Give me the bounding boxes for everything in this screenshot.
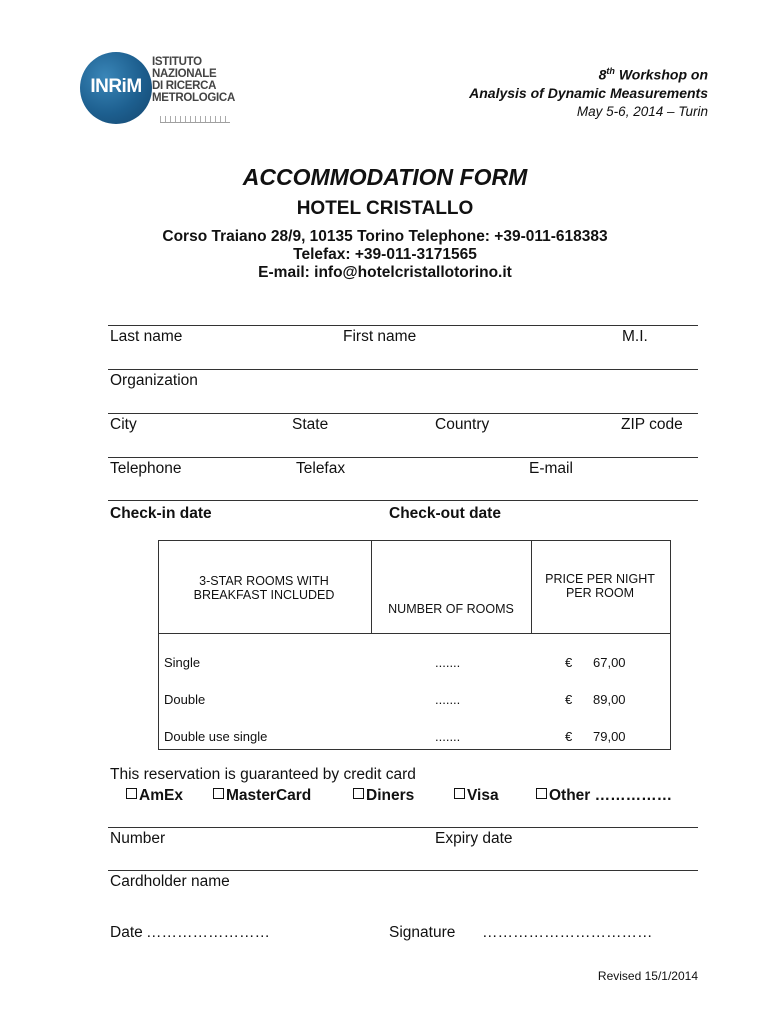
logo-mark: INRiM: [90, 76, 142, 97]
divider: [108, 500, 698, 501]
workshop-line-1: 8th Workshop on: [598, 66, 708, 83]
room-type: Single: [164, 655, 201, 670]
room-price: 79,00: [593, 729, 626, 744]
currency: €: [565, 655, 573, 670]
zip-field[interactable]: ZIP code: [621, 416, 683, 433]
col-header-room-type: 3-STAR ROOMS WITH BREAKFAST INCLUDED: [193, 574, 335, 602]
card-option-other[interactable]: Other ……………: [536, 787, 672, 805]
signature-field[interactable]: ……………………………: [482, 924, 653, 941]
credit-card-statement: This reservation is guaranteed by credit card: [110, 766, 416, 783]
card-number-field[interactable]: Number: [110, 830, 166, 847]
table-divider: [531, 541, 532, 633]
last-name-field[interactable]: Last name: [110, 328, 183, 345]
card-option-diners[interactable]: Diners: [353, 787, 414, 805]
hotel-telefax: Telefax: +39-011-3171565: [293, 246, 477, 263]
logo-text: [152, 56, 235, 104]
ruler-icon: [160, 116, 230, 123]
logo-circle-icon: [80, 52, 152, 124]
divider: [108, 369, 698, 370]
col-header-number: NUMBER OF ROOMS: [388, 602, 514, 616]
form-title: ACCOMMODATION FORM: [242, 164, 528, 190]
workshop-line-2: Analysis of Dynamic Measurements: [469, 85, 708, 101]
telefax-field[interactable]: Telefax: [296, 460, 346, 477]
checkbox-icon[interactable]: [536, 788, 547, 799]
date-field[interactable]: ……………………: [146, 924, 270, 941]
checkout-field[interactable]: Check-out date: [389, 505, 501, 522]
room-type: Double: [164, 692, 206, 707]
first-name-field[interactable]: First name: [343, 328, 417, 345]
logo-line: METROLOGICA: [152, 92, 235, 104]
hotel-address: Corso Traiano 28/9, 10135 Torino Telephone: +39-011-618383: [162, 228, 608, 245]
checkbox-icon[interactable]: [454, 788, 465, 799]
hotel-email: E-mail: info@hotelcristallotorino.it: [258, 264, 512, 281]
cardholder-name-field[interactable]: Cardholder name: [110, 873, 230, 890]
country-field[interactable]: Country: [435, 416, 490, 433]
table-divider: [159, 633, 670, 634]
hotel-name: HOTEL CRISTALLO: [296, 198, 474, 219]
mi-field[interactable]: M.I.: [622, 328, 648, 345]
card-option-mastercard[interactable]: MasterCard: [213, 787, 311, 805]
logo-line: NAZIONALE: [152, 68, 217, 80]
room-qty[interactable]: .......: [435, 729, 461, 744]
divider: [108, 827, 698, 828]
city-field[interactable]: City: [110, 416, 137, 433]
card-option-visa[interactable]: Visa: [454, 787, 499, 805]
divider: [108, 325, 698, 326]
state-field[interactable]: State: [292, 416, 329, 433]
currency: €: [565, 729, 573, 744]
email-field[interactable]: E-mail: [529, 460, 573, 477]
table-divider: [371, 541, 372, 633]
divider: [108, 413, 698, 414]
divider: [108, 457, 698, 458]
room-qty[interactable]: .......: [435, 692, 461, 707]
currency: €: [565, 692, 573, 707]
signature-label: Signature: [389, 924, 456, 941]
expiry-date-field[interactable]: Expiry date: [435, 830, 513, 847]
card-option-amex[interactable]: AmEx: [126, 787, 183, 805]
telephone-field[interactable]: Telephone: [110, 460, 182, 477]
organization-field[interactable]: Organization: [110, 372, 198, 389]
checkbox-icon[interactable]: [126, 788, 137, 799]
col-header-price: PRICE PER NIGHT PER ROOM: [545, 572, 655, 600]
divider: [108, 870, 698, 871]
room-type: Double use single: [164, 729, 268, 744]
inrim-logo: [80, 52, 240, 128]
rooms-table: [158, 540, 671, 750]
room-qty[interactable]: .......: [435, 655, 461, 670]
room-price: 89,00: [593, 692, 626, 707]
room-price: 67,00: [593, 655, 626, 670]
date-label: Date: [110, 924, 143, 941]
logo-line: DI RICERCA: [152, 80, 217, 92]
revision-note: Revised 15/1/2014: [597, 969, 698, 983]
workshop-date: May 5-6, 2014 – Turin: [576, 104, 708, 119]
checkbox-icon[interactable]: [353, 788, 364, 799]
checkbox-icon[interactable]: [213, 788, 224, 799]
logo-line: ISTITUTO: [152, 56, 202, 68]
checkin-field[interactable]: Check-in date: [110, 505, 212, 522]
